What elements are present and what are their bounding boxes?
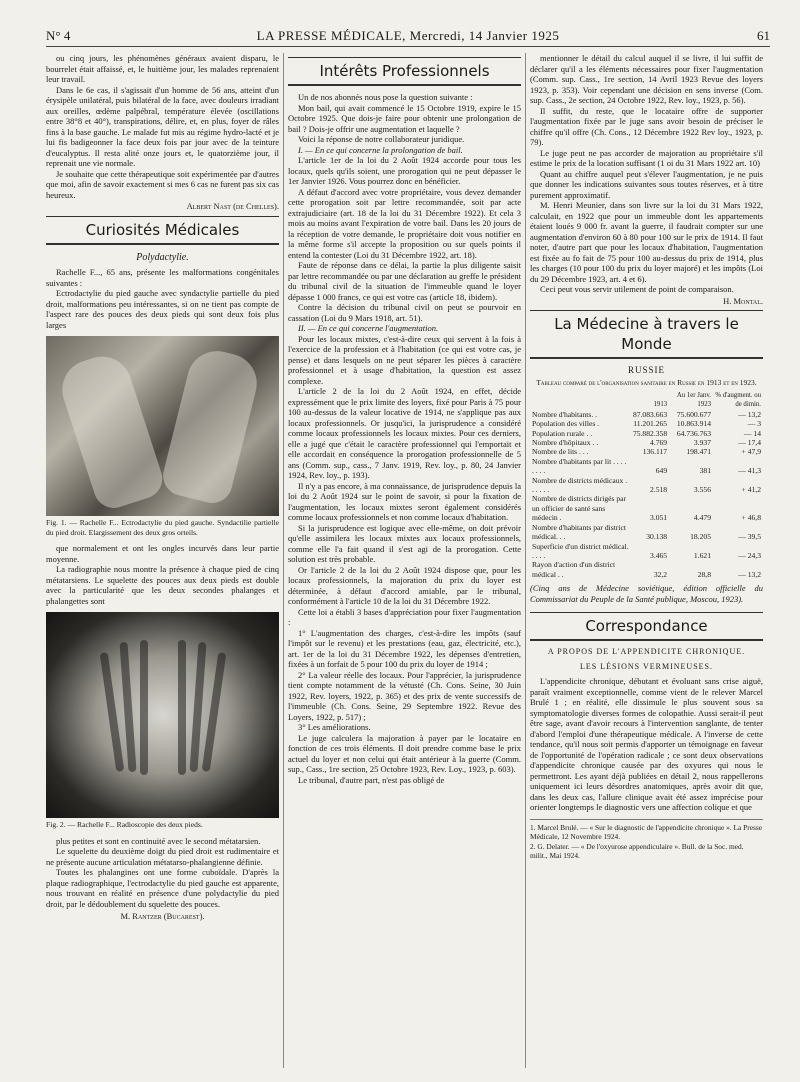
paragraph: Pour les locaux mixtes, c'est-à-dire ceux qui servent à la fois à l'exercice de la profession et à l'habitation (ce qui est votre cas, je pense) et dans lesquels on ne peut séparer les pièces à caractère professionnel et à usage d'habitation, la question est assez complexe. bbox=[288, 333, 521, 386]
table-cell: 87.083.663 bbox=[632, 409, 668, 419]
table-row bbox=[530, 447, 763, 456]
table-row bbox=[530, 429, 763, 438]
paragraph: Je souhaite que cette thérapeutique soit expérimentée par d'autres que moi, afin de savoir exactement si mes 6 cas ne furent pas six cas heureux. bbox=[46, 168, 279, 200]
statistics-table bbox=[530, 391, 763, 579]
table-cell: 3.051 bbox=[650, 513, 668, 523]
table-cell: — 24,3 bbox=[738, 550, 761, 560]
author-signature: M. Rantzer (Bucarest). bbox=[120, 911, 205, 921]
table-cell: 1.621 bbox=[693, 550, 711, 560]
table-cell: — 17,4 bbox=[738, 438, 761, 448]
paragraph: Voici la réponse de notre collaborateur juridique. bbox=[298, 134, 465, 144]
paragraph: M. Henri Meunier, dans son livre sur la loi du 31 Mars 1922, calculait, en 1922 que pour un immeuble dont les appartements étaient loués 9 000 fr. avant la guerre, il faudrait compter sur une augmentation d'environ 60 à 80 pour 100 sur le prix de 1914. Il faut noter, d'autre part que pour les locaux d'habitation, l'augmentation est fixée au fo fait de 75 pour 100 au-dessus du prix de 1914, plus les charges (10 pour 100 du prix du loyer majoré) et les impôts (Loi du 29 Décembre 1923, art. 4 et 6). bbox=[530, 200, 763, 284]
table-cell: 32,2 bbox=[653, 569, 668, 579]
footnote: 1. Marcel Brulé. — « Sur le diagnostic de l'appendicite chronique ». La Presse Médicale, 12 Novembre 1924. bbox=[530, 822, 763, 841]
paragraph: Cette loi a établi 3 bases d'appréciation pour fixer l'augmentation : bbox=[288, 606, 521, 627]
table-cell: 30.138 bbox=[646, 532, 668, 542]
paragraph: Rachelle F..., 65 ans, présente les malformations congénitales suivantes : bbox=[46, 267, 279, 288]
table-cell: — 14 bbox=[743, 428, 761, 438]
paragraph: 3° Les améliorations. bbox=[298, 722, 371, 732]
paragraph: Il n'y a pas encore, à ma connaissance, de jurisprudence depuis la loi du 2 Août 1924 sur le point de savoir, si pour la fixation de l'augmentation, les locaux mixtes seront également considérés comme locaux professionnels et non comme locaux d'habitation. bbox=[288, 480, 521, 522]
paragraph: La radiographie nous montre la présence à chaque pied de cinq métatarsiens. Le squelette des pouces aux deux pieds est double avec la particularité que les deux secondes phalanges et phalangettes sont bbox=[46, 564, 279, 606]
paragraph: Faute de réponse dans ce délai, la partie la plus diligente saisit par lettre recommandée ou par une déclaration au greffe le président du tribunal civil de la situation de l'immeuble quand le loyer dépasse 1 000 francs, ce qui est votre cas (article 18, ibidem). bbox=[288, 260, 521, 302]
table-caption: Tableau comparé de l'organisation sanitaire en Russie en 1913 et en 1923. bbox=[536, 377, 757, 387]
paragraph: 1° L'augmentation des charges, c'est-à-dire les impôts (sauf l'impôt sur le revenu) et les prestations (eau, gaz, électricité, etc.), art. 1er de la loi du 31 Décembre 1922, les dépenses d'entretien, fixées à un forfait de 5 pour 100 du prix du loyer de 1914 ; bbox=[288, 627, 521, 669]
page-number: 61 bbox=[757, 28, 770, 43]
table-cell: 649 bbox=[655, 466, 668, 476]
table-cell: + 41,2 bbox=[741, 485, 761, 495]
column-rule bbox=[283, 53, 284, 1068]
footnotes bbox=[530, 819, 763, 861]
paragraph: L'article 2 de la loi du 2 Août 1924, en effet, décide expressément que le prix limite des loyers, fixé pour Paris à 75 pour 100 au-dessus de la valeur locative de 1914, ne s'applique pas aux locaux professionnels. Or jusqu'ici, la jurisprudence a considéré comme locaux professionnels les locaux mixtes. Pour ces derniers, elle a jugé que c'était le caractère professionnel qui l'emportait et elle accordait en conséquence la prorogation professionnelle de 5 ans (Comm. sup., cass., 7 Janv. 1919, Rev. loy., p. 80, 24 Janvier 1924, Rev. loy., p. 193). bbox=[288, 386, 521, 480]
correspondence-title: A PROPOS DE L'APPENDICITE CHRONIQUE. bbox=[547, 647, 746, 657]
table-header-row bbox=[530, 391, 763, 410]
paragraph: Il suffit, du reste, que le locataire offre de supporter l'augmentation fixée par le juge sans avoir besoin de préciser le chiffre qu'il offre (Ch. Cons., 12 Décembre 1922 Rev loy., 1923, p. 79). bbox=[530, 105, 763, 147]
country-heading: RUSSIE bbox=[627, 365, 665, 375]
paragraph: mentionner le détail du calcul auquel il se livre, il lui suffit de déclarer qu'il a les éléments nécessaires pour fixer l'augmentation (Comm. sup. Cass., 1re section, 14 Avril 1923 Revue des loyers 1923, p. 353). Voir cependant une décision en sens inverse (Com. sup. Cass., 2e section, 24 Octobre 1922, Rev. loy., 1923, p. 56). bbox=[530, 53, 763, 105]
paragraph: L'article 1er de la loi du 2 Août 1924 accorde pour tous les locaux, quels qu'ils soient, une prorogation qui ne peut dépasser le 1er Janvier 1926. Vous pourrez donc en bénéficier. bbox=[288, 155, 521, 186]
table-row bbox=[530, 542, 763, 561]
table-cell: — 3 bbox=[747, 419, 761, 429]
table-row-label: Population des villes . bbox=[532, 419, 600, 429]
table-source: (Cinq ans de Médecine soviétique, édition officielle du Commissariat du Peuple de la Santé publique, Moscou, 1923). bbox=[530, 583, 763, 604]
paragraph: Ceci peut vous servir utilement de point de comparaison. bbox=[540, 284, 734, 294]
table-head-cell: 1913 bbox=[653, 401, 668, 409]
table-row-label: Nombre d'habitants par district médical. . . bbox=[532, 522, 626, 542]
table-row-label: Population rurale . . bbox=[532, 428, 593, 438]
table-cell: — 13,2 bbox=[738, 409, 761, 419]
table-cell: 3.937 bbox=[693, 438, 711, 448]
table-row bbox=[530, 457, 763, 476]
table-cell: — 39,5 bbox=[738, 532, 761, 542]
column-left bbox=[46, 53, 279, 1068]
table-cell: — 13,2 bbox=[738, 569, 761, 579]
table-cell: 4.479 bbox=[693, 513, 711, 523]
paragraph: Dans le 6e cas, il s'agissait d'un homme de 56 ans, atteint d'un érysipèle unilatéral, puis bilatéral de la face, avec douleurs irradiant aux oreilles, œdème palpébral, température élevée (oscillations entre 38°8 et 40°), transpirations, délire, et, en plus, foyer de râles fins à la base gauche. Le malade fut mis au régime hydro-lacté et je lui fis badigeonner la face deux fois par jour avec de la teinture d'eucalyptus. Il resta alité onze jours et, le quatorzième jour, il reprenait une vie normale. bbox=[46, 84, 279, 168]
table-cell: 3.465 bbox=[650, 550, 668, 560]
paragraph: Si la jurisprudence est logique avec elle-même, on doit prévoir qu'elle assimilera les locaux mixtes aux locaux professionnels, comme elle l'a fait quand il s'est agi de la prorogation. Cette solution est très probable. bbox=[288, 522, 521, 564]
figure-2-radiograph bbox=[46, 612, 279, 818]
table-row bbox=[530, 419, 763, 428]
paragraph: Toutes les phalangines ont une forme cuboïdale. D'après la plaque radiographique, l'ectrodactylie du pied gauche est apparente, nous trouvant en réalité en présence d'une polydactylie du pied droit, par le dédoublement du squelette des pouces. bbox=[46, 867, 279, 909]
author-signature: H. Montal. bbox=[723, 295, 763, 306]
paragraph: Or l'article 2 de la loi du 2 Août 1924 dispose que, pour les locaux professionnels, la majoration du prix du loyer est déterminée, à défaut d'accord amiable, par le tribunal, conformément à l'article 10 de la loi du 31 Décembre 1922. bbox=[288, 564, 521, 606]
figure-1-caption: Fig. 1. — Rachelle F... Ectrodactylie du pied gauche. Syndactilie partielle du pied droit. Elargissement des deux gros orteils. bbox=[46, 518, 279, 537]
table-row-label: Nombre d'habitants. . bbox=[532, 409, 598, 419]
table-cell: 3.556 bbox=[693, 485, 711, 495]
table-row-label: Superficie d'un district médical. . . . . bbox=[532, 541, 629, 560]
table-cell: 11.201.265 bbox=[633, 419, 668, 429]
table-row bbox=[530, 410, 763, 419]
article-subtitle: Polydactylie. bbox=[136, 251, 189, 263]
table-cell: 75.600.677 bbox=[676, 409, 711, 419]
paragraph: A défaut d'accord avec votre propriétaire, vous devez demander cette prorogation soit par lettre recommandée, soit par acte extrajudiciaire (art. 18 de la loi du 31 Décembre 1922). Et cela 3 mois au moins avant l'expiration de votre bail. Dans les 20 jours de la réception de votre demande, le propriétaire doit vous notifier en la même forme s'il accepte la proposition ou sur quels points il entend la contester (Loi du 31 Décembre 1922, art. 18). bbox=[288, 186, 521, 260]
paragraph: Le squelette du deuxième doigt du pied droit est rudimentaire et ne présente aucune articulation métatarso-phalangienne définie. bbox=[46, 846, 279, 867]
table-row-label: Nombre d'habitants par lit . . . . . . . . bbox=[532, 456, 627, 476]
table-row bbox=[530, 560, 763, 579]
table-row-label: Nombre de lits . . . bbox=[532, 447, 589, 457]
running-header bbox=[46, 28, 770, 47]
table-cell: 64.736.763 bbox=[676, 428, 711, 438]
table-cell: 136.117 bbox=[642, 447, 668, 457]
table-cell: 10.863.914 bbox=[676, 419, 711, 429]
footnote: 2. G. Delater. — « De l'oxyurose appendiculaire ». Bull. de la Soc. med. milit., Mai 1924. bbox=[530, 842, 744, 861]
table-cell: 2.518 bbox=[650, 485, 668, 495]
paragraph: Un de nos abonnés nous pose la question suivante : bbox=[298, 92, 473, 102]
table-head-cell: Au 1er Janv. 1923 bbox=[676, 392, 711, 409]
table-head-cell: % d'augment. ou de dimin. bbox=[715, 392, 761, 409]
figure-1-photo bbox=[46, 336, 279, 516]
table-row-label: Nombre de districts dirigés par un officier de santé sans médecin . bbox=[532, 494, 627, 523]
paragraph: 2° La valeur réelle des locaux. Pour l'apprécier, la jurisprudence tient compte notamment de la vétusté (Ch. Cons. Seine, 30 Juin 1922, Rev. loyers, 1922, p. 365) et des prix de vente successifs de l'immeuble (Ch. Cons. Seine, 29 Septembre 1922. Revue des Loyers, 1922, p. 517) ; bbox=[288, 669, 521, 722]
paragraph: Ectrodactylie du pied gauche avec syndactylie partielle du pied droit, malformations peu intéressantes, si on ne tient pas compte de l'aspect rare des pouces des deux pieds qui sont deux fois plus larges bbox=[46, 288, 279, 330]
correspondence-subtitle: LES LÉSIONS VERMINEUSES. bbox=[580, 661, 713, 671]
table-cell: + 47,9 bbox=[741, 447, 761, 457]
table-row bbox=[530, 476, 763, 495]
table-row bbox=[530, 438, 763, 447]
section-title-curiosites: Curiosités Médicales bbox=[46, 216, 279, 245]
table-cell: 381 bbox=[699, 466, 711, 476]
table-cell: 18.205 bbox=[690, 532, 711, 542]
column-middle bbox=[288, 53, 521, 1068]
paragraph: II. — En ce qui concerne l'augmentation. bbox=[298, 323, 439, 333]
author-signature: Albert Nast (de Chelles). bbox=[186, 201, 279, 211]
paragraph: Contre la décision du tribunal civil on peut se pourvoir en cassation (Loi du 9 Mars 1918, art. 51). bbox=[288, 302, 521, 323]
paragraph: Le juge calculera la majoration à payer par le locataire en fonction de ces trois éléments. Il doit prendre comme base le prix actuel du loyer et non celui qui était antérieur à la guerre (Comm. sup., Cass., 1re section, 25 Octobre 1923, Rev. Loy., 1923, p. 603). bbox=[288, 732, 521, 774]
table-cell: 75.882.358 bbox=[632, 428, 668, 438]
section-title-medecine-monde: La Médecine à travers le Monde bbox=[530, 310, 763, 359]
table-cell: + 46,8 bbox=[741, 513, 761, 523]
table-cell: 4.769 bbox=[650, 438, 668, 448]
correspondence-paragraph: L'appendicite chronique, débutant et évoluant sans crise aiguë, paraît vraiment exceptionnelle, comme vient de le relever Marcel Brulé 1 ; en réalité, elle dissimule le plus souvent sous sa symptomatologie diverses formes de colopathie. Aussi serait-il peut être sage, avant d'avoir recours à l'intervention sanglante, de tenter d'abord l'emploi d'une thérapeutique médicale. A l'inverse de cette tendance, qu'il nous soit permis d'apporter un témoignage en faveur de l'opportunité de l'opération radicale ; ce sont deux observations d'appendicite chronique causée par des oxyures qui nous le permettront. Les ayant déjà publiées en détail 2, nous rappellerons uniquement ici leurs désordres anatomiques, après avoir dit que, dans les deux cas, l'allure clinique avait été assez imprécise pour orienter longtemps le diagnostic vers une affection colique et que bbox=[530, 676, 763, 813]
section-title-interets: Intérêts Professionnels bbox=[288, 57, 521, 86]
table-row bbox=[530, 523, 763, 542]
table-row-label: Rayon d'action d'un district médical . . bbox=[532, 560, 616, 579]
table-cell: 28,8 bbox=[697, 569, 711, 579]
paragraph: I. — En ce qui concerne la prolongation de bail. bbox=[298, 144, 463, 155]
paragraph: Quant au chiffre auquel peut s'élever l'augmentation, je ne puis que donner les indications suivantes sous toutes réserves, et à titre purement approximatif. bbox=[530, 168, 763, 200]
paragraph: ou cinq jours, les phénomènes généraux avaient disparu, le bourrelet était affaissé, et, le huitième jour, les malades reprenaient leur travail. bbox=[46, 53, 279, 84]
column-right bbox=[530, 53, 763, 1068]
paragraph: que normalement et ont les ongles incurvés dans leur partie moyenne. bbox=[46, 543, 279, 564]
table-cell: — 41,3 bbox=[738, 466, 761, 476]
journal-title: LA PRESSE MÉDICALE, Mercredi, 14 Janvier 1925 bbox=[256, 28, 560, 43]
column-rule bbox=[525, 53, 526, 1068]
paragraph: Le juge peut ne pas accorder de majoration au propriétaire s'il estime le prix de la location suffisant (1 oi du 31 Mars 1922 art. 10) bbox=[530, 147, 763, 168]
table-row-label: Nombre de districts médicaux . . . . . . bbox=[532, 475, 628, 495]
table-cell: 198.471 bbox=[686, 447, 711, 457]
issue-number: N° 4 bbox=[46, 28, 71, 43]
figure-2-caption: Fig. 2. — Rachelle F... Radioscopie des deux pieds. bbox=[46, 820, 203, 829]
paragraph: plus petites et sont en continuité avec le second métatarsien. bbox=[56, 835, 261, 846]
paragraph: Mon bail, qui avait commencé le 15 Octobre 1919, expire le 15 Octobre 1925. Que dois-je faire pour obtenir une prolongation de bail ? Dois-je offrir une augmentation et laquelle ? bbox=[288, 102, 521, 134]
section-title-correspondance: Correspondance bbox=[530, 612, 763, 641]
paragraph: Le tribunal, d'autre part, n'est pas obligé de bbox=[298, 774, 445, 785]
table-row bbox=[530, 494, 763, 522]
table-row-label: Nombre d'hôpitaux . . bbox=[532, 438, 599, 448]
